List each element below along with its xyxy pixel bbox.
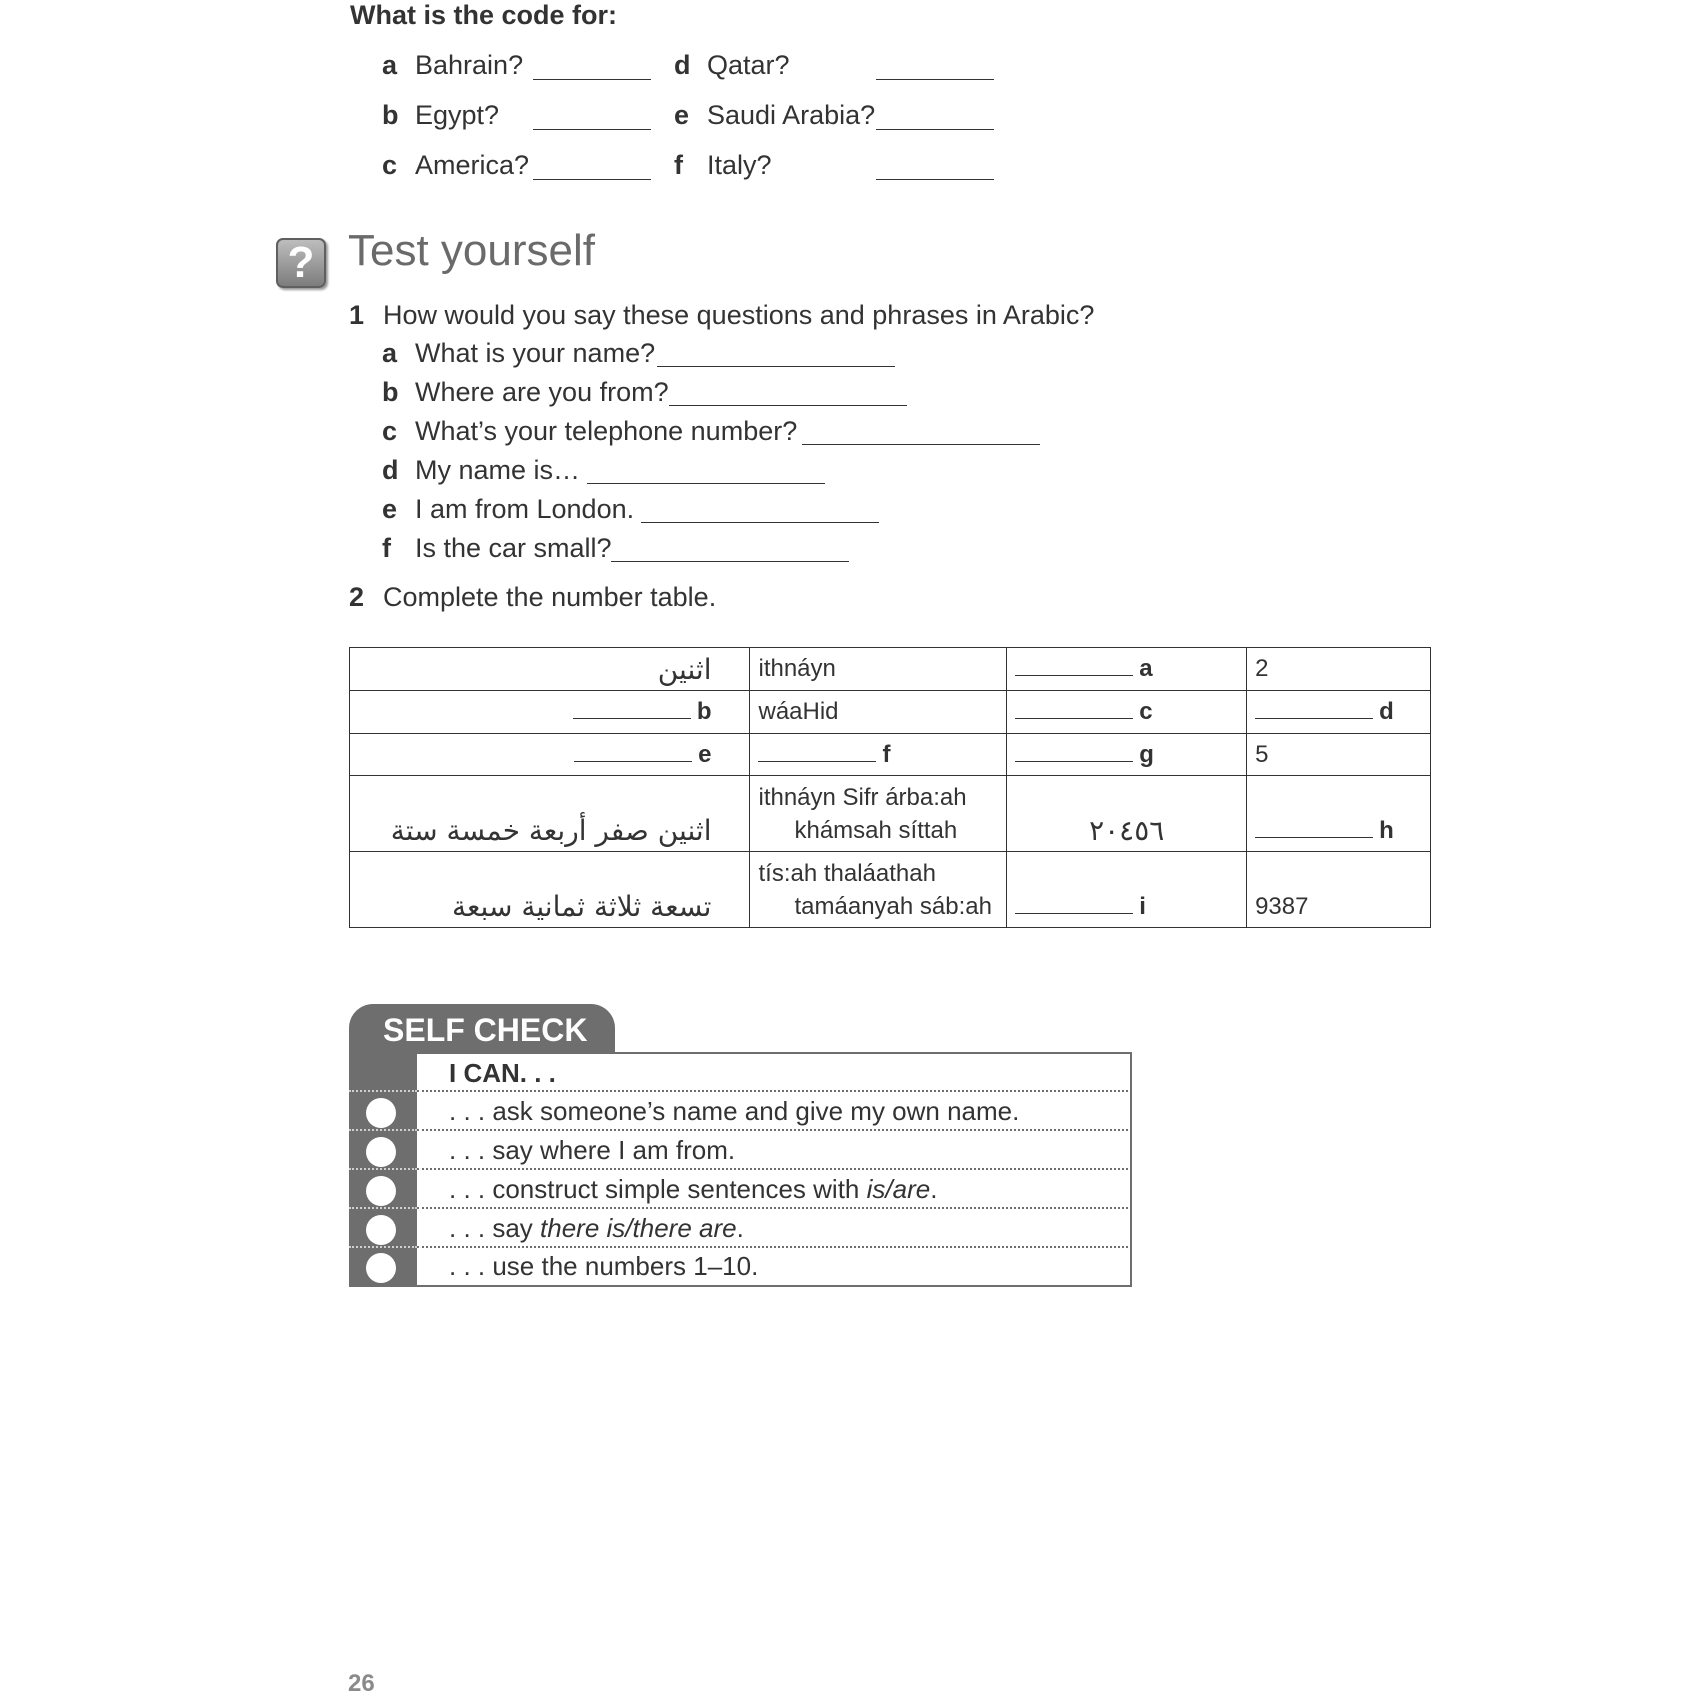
list-item: d My name is… (382, 455, 581, 485)
list-item: b Where are you from? (382, 377, 669, 407)
answer-blank[interactable] (876, 179, 994, 180)
code-item-d: d Qatar? (674, 50, 790, 80)
translit-cell[interactable]: f (750, 734, 1007, 776)
answer-blank[interactable] (587, 483, 825, 484)
table-row (350, 776, 1431, 852)
list-item: a What is your name? (382, 338, 656, 368)
answer-blank[interactable] (802, 444, 1040, 445)
table-row (350, 648, 1431, 691)
translit-cell: wáaHid (750, 691, 1007, 734)
code-item-f: f Italy? (674, 150, 772, 180)
answer-blank[interactable] (876, 79, 994, 80)
answer-blank[interactable] (641, 522, 879, 523)
arabic-cell: اثنين صفر أربعة خمسة ستة (350, 776, 750, 852)
divider (349, 1090, 417, 1092)
divider (349, 1207, 417, 1209)
number-cell[interactable]: h (1247, 776, 1431, 852)
code-item-a: a Bahrain? (382, 50, 524, 80)
divider (349, 1129, 417, 1131)
divider (349, 1246, 417, 1248)
checkbox-circle[interactable] (366, 1215, 396, 1245)
digits-cell[interactable]: i (1007, 852, 1247, 928)
digits-cell[interactable]: a (1007, 648, 1247, 691)
table-row (350, 852, 1431, 928)
translit-cell: ithnáyn Sifr árba:ah khámsah síttah (750, 776, 1007, 852)
number-cell: 5 (1247, 734, 1431, 776)
number-cell: 2 (1247, 648, 1431, 691)
self-check-item: . . . say there is/there are. (417, 1209, 1132, 1248)
arabic-cell: تسعة ثلاثة ثمانية سبعة (350, 852, 750, 928)
checkbox-circle[interactable] (366, 1098, 396, 1128)
digits-cell[interactable]: g (1007, 734, 1247, 776)
self-check-item: . . . use the numbers 1–10. (417, 1248, 1132, 1287)
code-item-b: b Egypt? (382, 100, 500, 130)
self-check-header: I CAN. . . (417, 1056, 1132, 1092)
code-item-c: c America? (382, 150, 530, 180)
digits-cell[interactable]: c (1007, 691, 1247, 734)
question-number: 1 (349, 300, 365, 330)
number-cell: 9387 (1247, 852, 1431, 928)
table-row (350, 734, 1431, 776)
arabic-cell[interactable]: e (350, 734, 750, 776)
question-text: How would you say these questions and phrases in Arabic? (383, 300, 1095, 330)
question-number: 2 (349, 582, 365, 612)
page-number: 26 (348, 1670, 375, 1697)
list-item: e I am from London. (382, 494, 635, 524)
section-title: Test yourself (348, 226, 595, 275)
list-item: c What’s your telephone number? (382, 416, 798, 446)
table-row (350, 691, 1431, 734)
answer-blank[interactable] (876, 129, 994, 130)
code-item-e: e Saudi Arabia? (674, 100, 876, 130)
list-item: f Is the car small? (382, 533, 612, 563)
checkbox-circle[interactable] (366, 1137, 396, 1167)
divider (349, 1168, 417, 1170)
answer-blank[interactable] (611, 561, 849, 562)
self-check-item: . . . ask someone’s name and give my own name. (417, 1092, 1132, 1131)
digits-cell: ٢٠٤٥٦ (1007, 776, 1247, 852)
answer-blank[interactable] (657, 366, 895, 367)
question-text: Complete the number table. (383, 582, 717, 612)
translit-cell: tís:ah thaláathah tamáanyah sáb:ah (750, 852, 1007, 928)
question-mark-icon: ? (276, 238, 326, 288)
answer-blank[interactable] (533, 79, 651, 80)
arabic-cell[interactable]: b (350, 691, 750, 734)
answer-blank[interactable] (669, 405, 907, 406)
translit-cell: ithnáyn (750, 648, 1007, 691)
self-check-title: SELF CHECK (349, 1004, 615, 1056)
answer-blank[interactable] (533, 179, 651, 180)
number-cell[interactable]: d (1247, 691, 1431, 734)
number-table (349, 647, 1431, 928)
code-heading: What is the code for: (350, 0, 618, 30)
checkbox-circle[interactable] (366, 1253, 396, 1283)
checkbox-circle[interactable] (366, 1176, 396, 1206)
arabic-cell: اثنين (350, 648, 750, 691)
self-check-item: . . . say where I am from. (417, 1131, 1132, 1170)
answer-blank[interactable] (533, 129, 651, 130)
self-check-item: . . . construct simple sentences with is/are. (417, 1170, 1132, 1209)
